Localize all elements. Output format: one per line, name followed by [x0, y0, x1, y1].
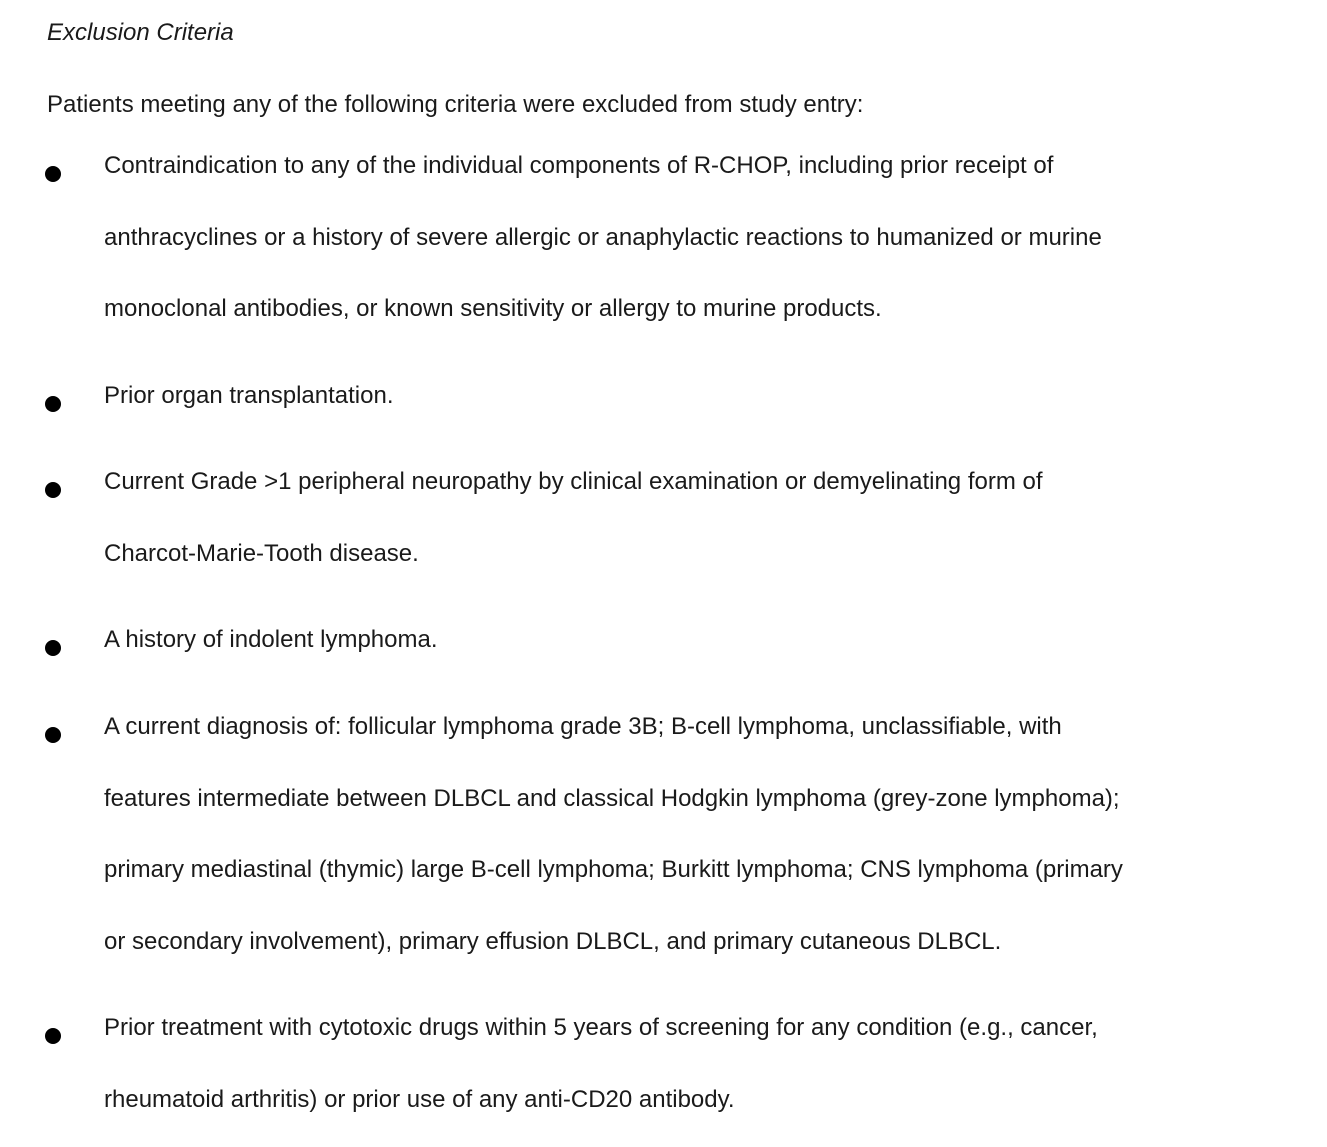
- list-item: [104, 604, 1284, 676]
- bullet-icon: [45, 640, 61, 656]
- list-item-line: Charcot-Marie-Tooth disease.: [104, 539, 419, 567]
- bullet-icon: [45, 166, 61, 182]
- section-heading: Exclusion Criteria: [47, 19, 234, 46]
- list-item-line: anthracyclines or a history of severe allergic or anaphylactic reactions to humanized or murine: [104, 223, 1102, 251]
- list-item: [104, 360, 1284, 432]
- list-item-line: Prior treatment with cytotoxic drugs within 5 years of screening for any condition (e.g., cancer,: [104, 1014, 1098, 1041]
- list-item-line: or secondary involvement), primary effusion DLBCL, and primary cutaneous DLBCL.: [104, 927, 1002, 955]
- list-item: [104, 130, 1284, 345]
- list-item-line: Prior organ transplantation.: [104, 382, 394, 409]
- bullet-icon: [45, 727, 61, 743]
- list-item-line: A current diagnosis of: follicular lymphoma grade 3B; B-cell lymphoma, unclassifiable, with: [104, 713, 1062, 740]
- intro-paragraph: Patients meeting any of the following criteria were excluded from study entry:: [47, 91, 864, 118]
- list-item: [104, 992, 1284, 1135]
- list-item: [104, 446, 1284, 589]
- list-item-line: monoclonal antibodies, or known sensitivity or allergy to murine products.: [104, 295, 882, 322]
- list-item-line: A history of indolent lymphoma.: [104, 626, 438, 653]
- list-item-line: features intermediate between DLBCL and classical Hodgkin lymphoma (grey-zone lymphoma);: [104, 784, 1120, 812]
- list-item-line: Current Grade >1 peripheral neuropathy by clinical examination or demyelinating form of: [104, 468, 1043, 495]
- list-item-line: primary mediastinal (thymic) large B-cell lymphoma; Burkitt lymphoma; CNS lymphoma (primary: [104, 856, 1123, 883]
- bullet-icon: [45, 396, 61, 412]
- list-item: [104, 691, 1284, 977]
- bullet-icon: [45, 482, 61, 498]
- list-item-line: Contraindication to any of the individual components of R-CHOP, including prior receipt of: [104, 152, 1054, 179]
- bullet-icon: [45, 1028, 61, 1044]
- list-item-line: rheumatoid arthritis) or prior use of any anti-CD20 antibody.: [104, 1085, 735, 1113]
